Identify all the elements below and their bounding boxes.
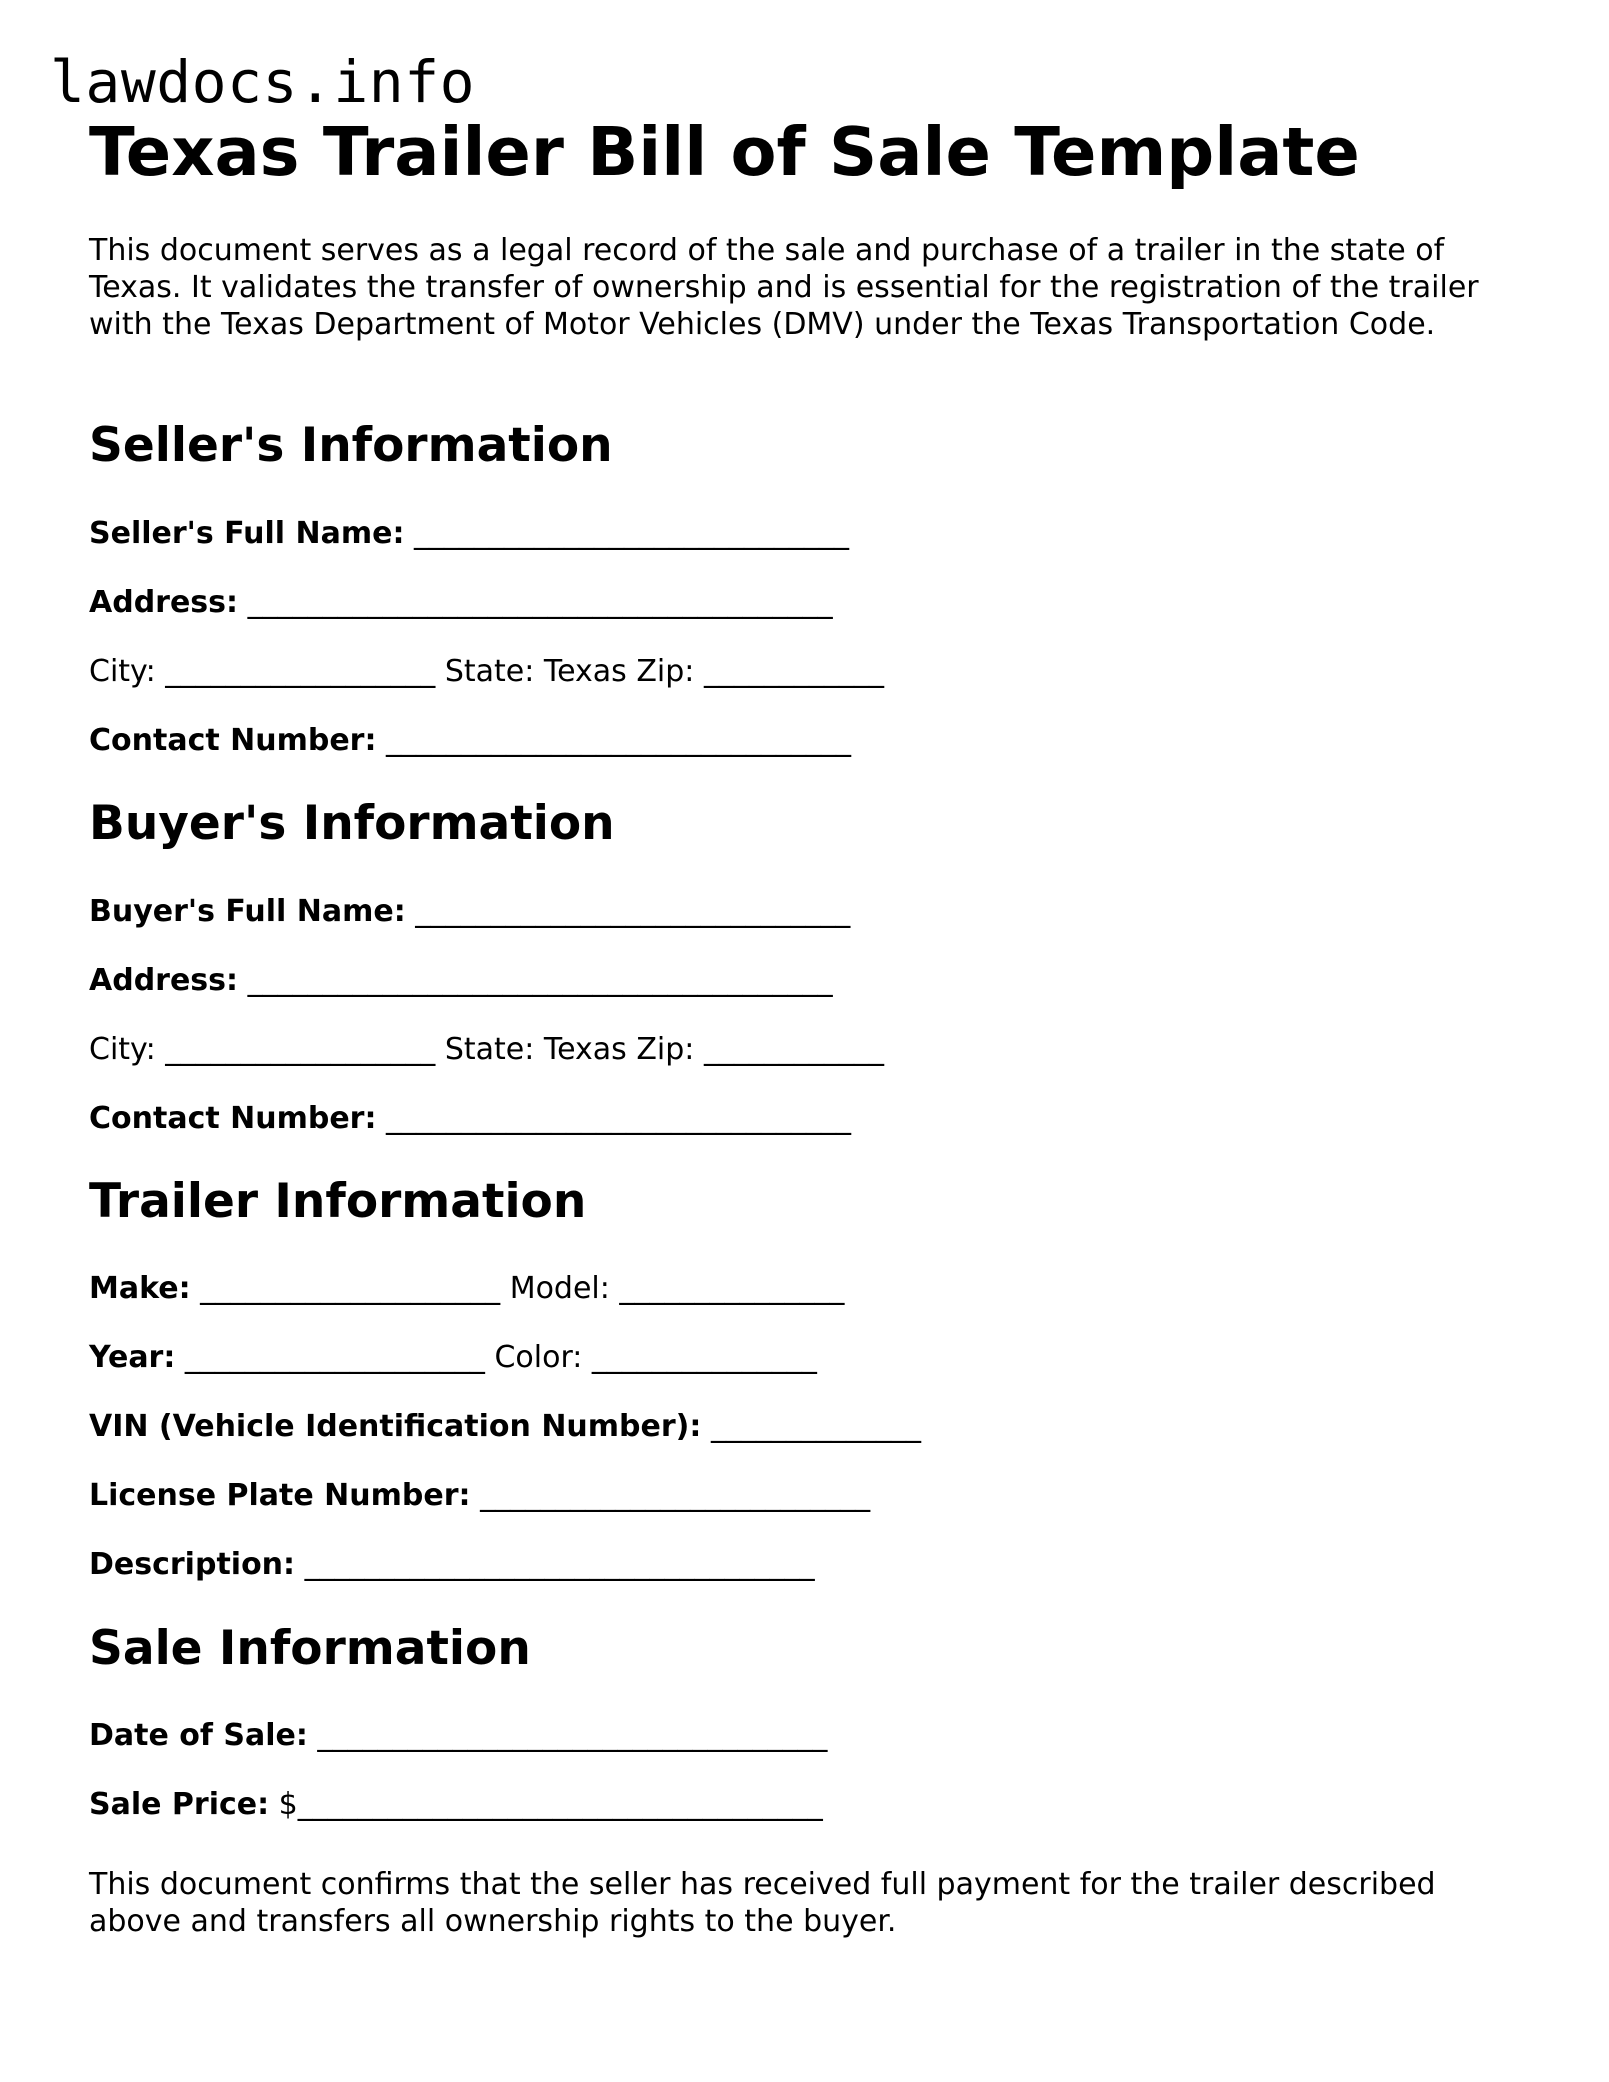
buyer-city-label: City: [89, 1032, 156, 1067]
seller-city-label: City: [89, 654, 156, 689]
sale-price-field [89, 1787, 823, 1823]
closing-paragraph: This document confirms that the seller has received full payment for the trailer described above and transfers all ownership rights to the buyer. [89, 1867, 1436, 1939]
trailer-description-field [89, 1547, 815, 1583]
buyer-zip-label: Zip: [636, 1032, 695, 1067]
sale-price-label: Sale Price: [89, 1787, 270, 1822]
buyer-contact-field [89, 1101, 851, 1137]
buyer-city-state-zip-field [89, 1032, 884, 1068]
buyer-contact-blank[interactable]: _______________________________ [386, 1101, 852, 1136]
sale-price-blank[interactable]: $___________________________________ [278, 1787, 823, 1822]
seller-full-name-field [89, 516, 849, 552]
trailer-vin-label: VIN (Vehicle Identification Number): [89, 1409, 702, 1444]
seller-contact-blank[interactable]: _______________________________ [386, 723, 852, 758]
seller-full-name-blank[interactable]: _____________________________ [414, 516, 850, 551]
seller-contact-field [89, 723, 851, 759]
seller-section-heading: Seller's Information [89, 418, 613, 473]
sale-date-field [89, 1718, 827, 1754]
seller-contact-label: Contact Number: [89, 723, 377, 758]
trailer-plate-field [89, 1478, 870, 1514]
buyer-address-blank[interactable]: _______________________________________ [247, 963, 833, 998]
seller-address-blank[interactable]: _______________________________________ [247, 585, 833, 620]
seller-zip-label: Zip: [636, 654, 695, 689]
buyer-full-name-label: Buyer's Full Name: [89, 894, 406, 929]
trailer-year-color-field [89, 1340, 817, 1376]
trailer-vin-field [89, 1409, 921, 1445]
trailer-make-model-field [89, 1271, 844, 1307]
seller-address-label: Address: [89, 585, 239, 620]
seller-state-label: State: Texas [444, 654, 627, 689]
buyer-zip-blank[interactable]: ____________ [703, 1032, 884, 1067]
trailer-year-blank[interactable]: ____________________ [184, 1340, 485, 1375]
buyer-state-label: State: Texas [444, 1032, 627, 1067]
trailer-color-blank[interactable]: _______________ [591, 1340, 817, 1375]
sale-date-blank[interactable]: __________________________________ [317, 1718, 828, 1753]
trailer-make-blank[interactable]: ____________________ [200, 1271, 501, 1306]
trailer-plate-label: License Plate Number: [89, 1478, 471, 1513]
trailer-color-label: Color: [494, 1340, 583, 1375]
buyer-full-name-blank[interactable]: _____________________________ [415, 894, 851, 929]
seller-full-name-label: Seller's Full Name: [89, 516, 405, 551]
trailer-make-label: Make: [89, 1271, 191, 1306]
site-watermark: lawdocs.info [50, 48, 476, 116]
trailer-year-label: Year: [89, 1340, 176, 1375]
trailer-vin-blank[interactable]: ______________ [710, 1409, 921, 1444]
buyer-section-heading: Buyer's Information [89, 796, 615, 851]
trailer-description-blank[interactable]: __________________________________ [304, 1547, 815, 1582]
buyer-full-name-field [89, 894, 850, 930]
trailer-plate-blank[interactable]: __________________________ [480, 1478, 871, 1513]
trailer-model-blank[interactable]: _______________ [619, 1271, 845, 1306]
trailer-section-heading: Trailer Information [89, 1174, 587, 1229]
seller-city-blank[interactable]: __________________ [165, 654, 436, 689]
buyer-address-label: Address: [89, 963, 239, 998]
sale-section-heading: Sale Information [89, 1621, 531, 1676]
page-title: Texas Trailer Bill of Sale Template [89, 113, 1360, 191]
buyer-contact-label: Contact Number: [89, 1101, 377, 1136]
trailer-model-label: Model: [509, 1271, 610, 1306]
trailer-description-label: Description: [89, 1547, 296, 1582]
buyer-city-blank[interactable]: __________________ [165, 1032, 436, 1067]
seller-city-state-zip-field [89, 654, 884, 690]
sale-date-label: Date of Sale: [89, 1718, 308, 1753]
buyer-address-field [89, 963, 833, 999]
intro-paragraph: This document serves as a legal record of the sale and purchase of a trailer in the state of Texas. It validates the transfer of ownership and is essential for the registration of the trailer with the Texas Department of Motor Vehicles (DMV) under the Texas Transportation Code. [89, 233, 1479, 342]
seller-zip-blank[interactable]: ____________ [703, 654, 884, 689]
seller-address-field [89, 585, 833, 621]
